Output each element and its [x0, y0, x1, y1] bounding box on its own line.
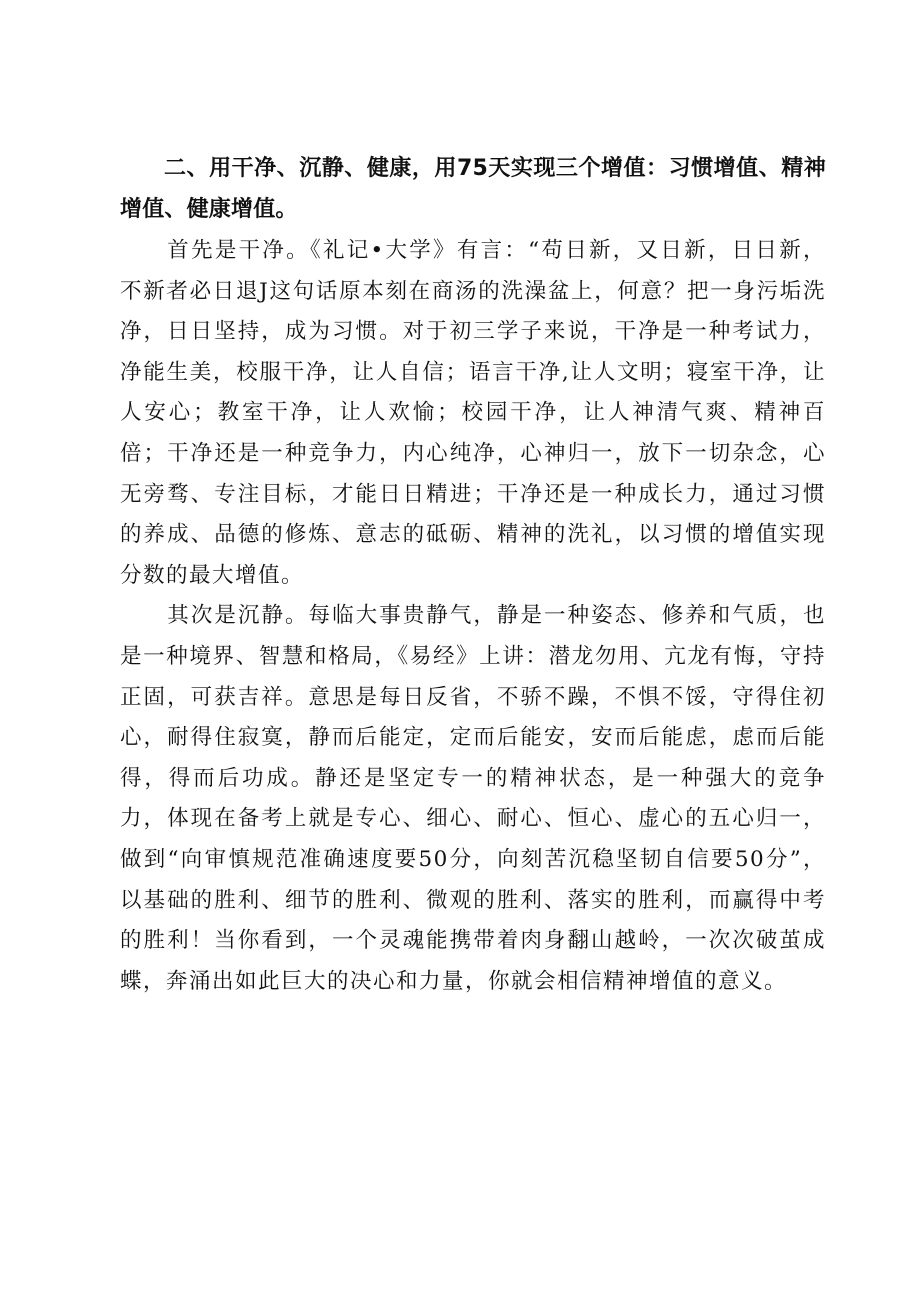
paragraph-calmness: 其次是沉静。每临大事贵静气，静是一种姿态、修养和气质，也是一种境界、智慧和格局，《易经》上讲：潜龙勿用、亢龙有悔，守持正固，可获吉祥。意思是每日反省，不骄不躁，不惧不馁，守得住初心，耐得住寂寞，静而后能定，定而后能安，安而后能虑，虑而后能得，得而后功成。静还是坚定专一的精神状态，是一种强大的竞争力，体现在备考上就是专心、细心、耐心、恒心、虚心的五心归一，做到“向审慎规范准确速度要50分，向刻苦沉稳坚韧自信要50分”，以基础的胜利、细节的胜利、微观的胜利、落实的胜利，而赢得中考的胜利！当你看到，一个灵魂能携带着肉身翻山越岭，一次次破茧成蝶，奔涌出如此巨大的决心和力量，你就会相信精神增值的意义。	[120, 603, 826, 994]
paragraph-cleanliness: 首先是干净。《礼记•大学》有言：“苟日新，又日新，日日新，不新者必日退J这句话原本刻在商汤的洗澡盆上，何意？把一身污垢洗净，日日坚持，成为习惯。对于初三学子来说，干净是一种考试力，净能生美，校服干净，让人自信；语言干净,让人文明；寝室干净，让人安心；教室干净，让人欢愉；校园干净，让人神清气爽、精神百倍；干净还是一种竞争力，内心纯净，心神归一，放下一切杂念，心无旁骛、专注目标，才能日日精进；干净还是一种成长力，通过习惯的养成、品德的修炼、意志的砥砺、精神的洗礼，以习惯的增值实现分数的最大增值。	[120, 238, 826, 588]
document-page	[120, 148, 826, 1002]
section-heading: 二、用干净、沉静、健康，用75天实现三个增值：习惯增值、精神增值、健康增值。	[120, 156, 826, 222]
